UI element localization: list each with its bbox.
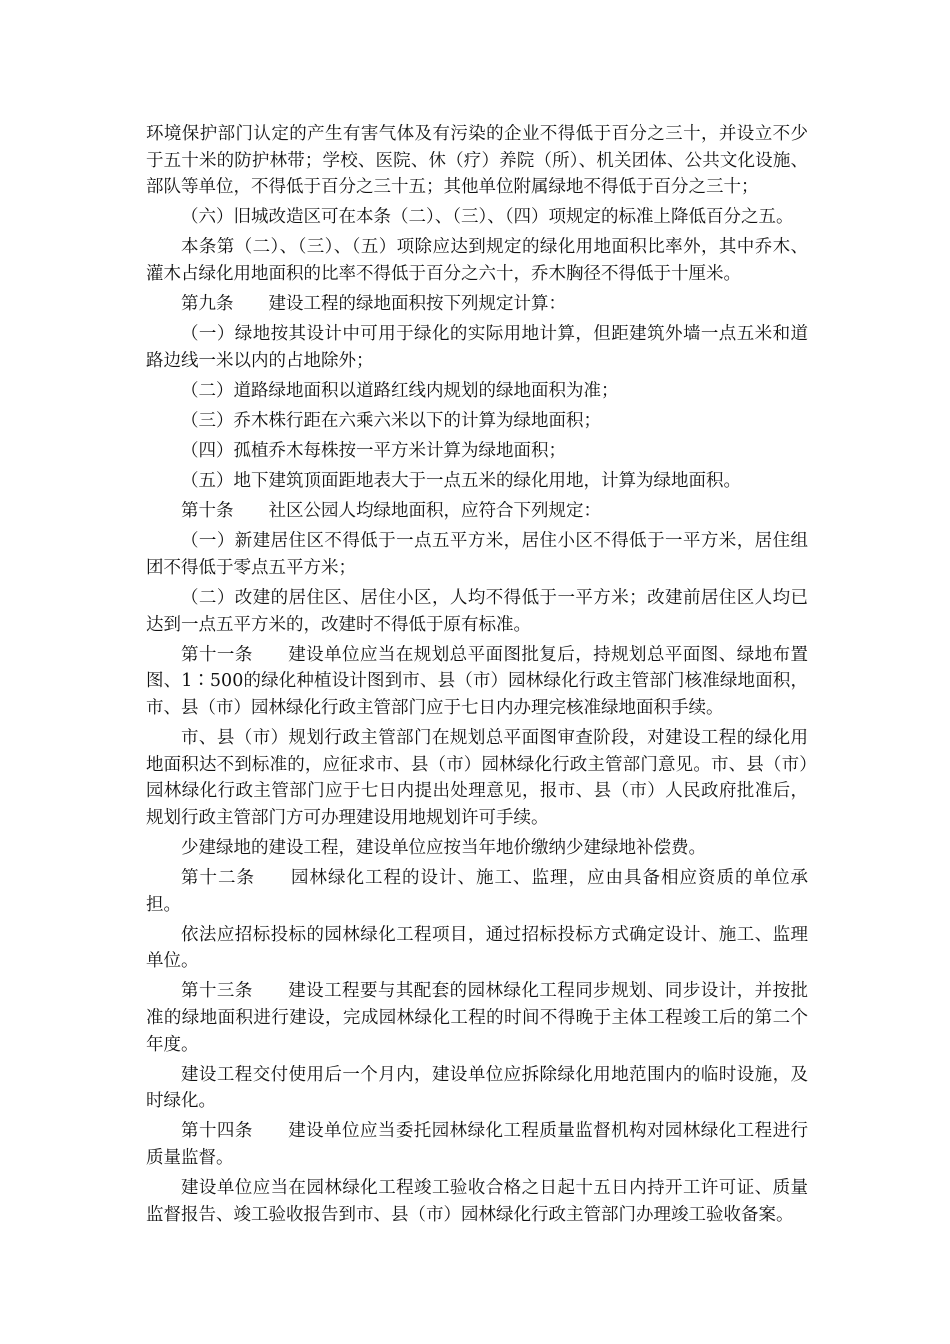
paragraph [146,1175,808,1228]
paragraph-text: 园林绿化工程的设计、施工、监理，应由具备相应资质的单位承担。 [146,867,808,915]
paragraph-text: 社区公园人均绿地面积，应符合下列规定： [268,501,601,522]
paragraph [146,438,808,465]
paragraph-text: （一）绿地按其设计中可用于绿化的实际用地计算，但距建筑外墙一点五米和道路边线一米以内的占地除外； [146,324,808,371]
paragraph-text: 市、县（市）规划行政主管部门在规划总平面图审查阶段，对建设工程的绿化用地面积达不到标准的，应征求市、县（市）园林绿化行政主管部门意见。市、县（市）园林绿化行政主管部门应于七日内提出处理意见，报市、县（市）人民政府批准后，规划行政主管部门方可办理建设用地规划许可手续。 [146,727,808,828]
paragraph-text: 建设单位应当在园林绿化工程竣工验收合格之日起十五日内持开工许可证、质量监督报告、竣工验收报告到市、县（市）园林绿化行政主管部门办理竣工验收备案。 [146,1177,808,1225]
paragraph-text: 本条第（二）、（三）、（五）项除应达到规定的绿化用地面积比率外，其中乔木、灌木占绿化用地面积的比率不得低于百分之六十，乔木胸径不得低于十厘米。 [146,237,808,284]
paragraph [146,585,808,638]
paragraph-text: （二）改建的居住区、居住小区，人均不得低于一平方米；改建前居住区人均已达到一点五平方米的，改建时不得低于原有标准。 [146,588,808,635]
article-paragraph [146,642,808,722]
paragraph-text: （二）道路绿地面积以道路红线内规划的绿地面积为准； [181,380,619,401]
paragraph-text: （四）孤植乔木每株按一平方米计算为绿地面积； [181,441,566,462]
paragraph [146,835,808,862]
paragraph-text: （一）新建居住区不得低于一点五平方米，居住小区不得低于一平方米，居住组团不得低于零点五平方米； [146,531,808,578]
paragraph-text: （五）地下建筑顶面距地表大于一点五米的绿化用地，计算为绿地面积。 [181,471,741,492]
paragraph [146,725,808,831]
article-number: 第十条 [181,501,234,522]
paragraph-text: 少建绿地的建设工程，建设单位应按当年地价缴纳少建绿地补偿费。 [181,837,706,858]
paragraph [146,1062,808,1115]
paragraph [146,922,808,975]
article-paragraph [146,291,808,318]
article-number: 第十一条 [181,644,253,665]
paragraph-text: 建设单位应当在规划总平面图批复后，持规划总平面图、绿地布置图、1∶500的绿化种植设计图到市、县（市）园林绿化行政主管部门核准绿地面积，市、县（市）园林绿化行政主管部门应于七日内办理完核准绿地面积手续。 [146,644,809,718]
article-number: 第十三条 [181,981,253,1002]
document-body [146,121,808,1232]
paragraph [146,234,808,287]
paragraph [146,378,808,405]
paragraph [146,468,808,495]
article-number: 第十四条 [181,1121,253,1142]
paragraph [146,121,808,201]
paragraph-text: 建设工程的绿地面积按下列规定计算： [268,294,566,315]
paragraph-text: 环境保护部门认定的产生有害气体及有污染的企业不得低于百分之三十，并设立不少于五十米的防护林带；学校、医院、休（疗）养院（所）、机关团体、公共文化设施、部队等单位，不得低于百分之三十五；其他单位附属绿地不得低于百分之三十； [146,124,808,198]
article-paragraph [146,865,808,918]
paragraph-text: 建设工程交付使用后一个月内，建设单位应拆除绿化用地范围内的临时设施，及时绿化。 [146,1064,808,1112]
paragraph [146,528,808,581]
article-paragraph [146,498,808,525]
paragraph [146,321,808,374]
paragraph-text: 依法应招标投标的园林绿化工程项目，通过招标投标方式确定设计、施工、监理单位。 [146,924,808,972]
paragraph [146,204,808,231]
paragraph-text: 建设工程要与其配套的园林绿化工程同步规划、同步设计，并按批准的绿地面积进行建设，完成园林绿化工程的时间不得晚于主体工程竣工后的第二个年度。 [146,981,809,1055]
paragraph-text: 建设单位应当委托园林绿化工程质量监督机构对园林绿化工程进行质量监督。 [146,1121,809,1168]
article-paragraph [146,1118,808,1171]
article-paragraph [146,978,808,1058]
article-number: 第十二条 [181,867,255,888]
paragraph-text: （三）乔木株行距在六乘六米以下的计算为绿地面积； [181,410,601,431]
paragraph-text: （六）旧城改造区可在本条（二）、（三）、（四）项规定的标准上降低百分之五。 [181,207,794,228]
paragraph [146,408,808,435]
article-number: 第九条 [181,294,234,315]
